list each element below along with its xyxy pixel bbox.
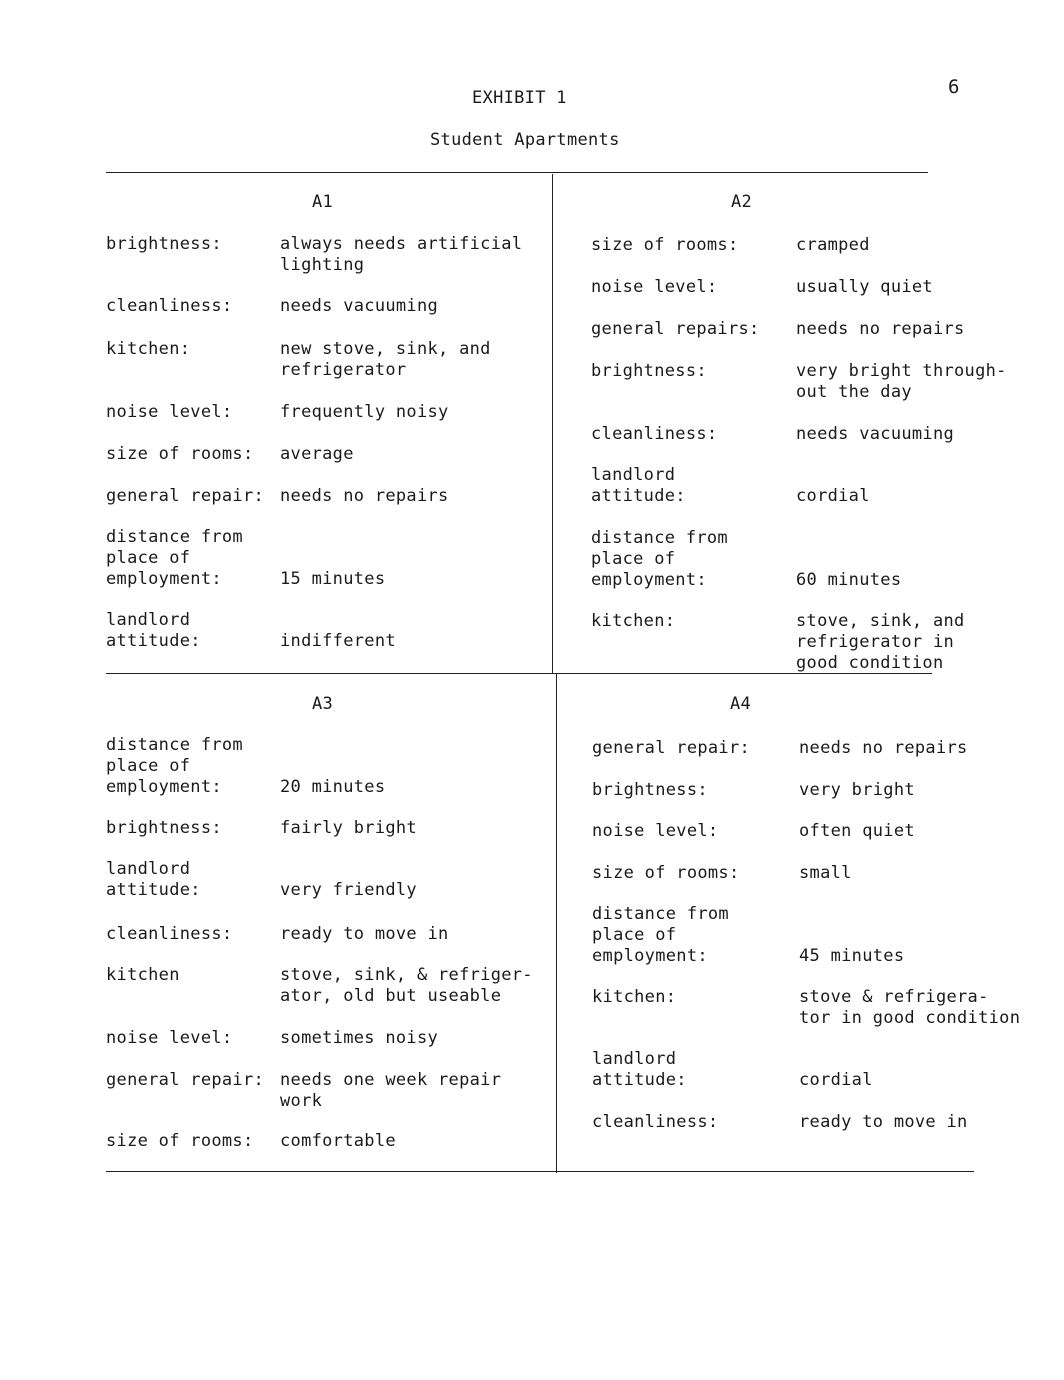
attribute-label: distance from place of employment: bbox=[106, 527, 243, 589]
apartment-title: A4 bbox=[730, 694, 752, 714]
attribute-label: landlord attitude: bbox=[106, 859, 201, 900]
attribute-label: cleanliness: bbox=[591, 424, 718, 444]
attribute-label: brightness: bbox=[106, 818, 222, 838]
attribute-label: general repairs: bbox=[591, 319, 760, 339]
attribute-label: noise level: bbox=[106, 402, 233, 422]
attribute-value: cordial bbox=[799, 1070, 873, 1090]
attribute-value: stove, sink, & refriger- ator, old but useable bbox=[280, 965, 533, 1006]
apartment-title: A1 bbox=[312, 192, 334, 212]
attribute-label: general repair: bbox=[106, 486, 265, 506]
attribute-value: needs no repairs bbox=[796, 319, 965, 339]
attribute-value: stove, sink, and refrigerator in good condition bbox=[796, 611, 965, 673]
attribute-label: cleanliness: bbox=[592, 1112, 719, 1132]
attribute-value: average bbox=[280, 444, 354, 464]
attribute-label: kitchen bbox=[106, 965, 180, 985]
attribute-label: brightness: bbox=[591, 361, 707, 381]
exhibit-title: EXHIBIT 1 bbox=[472, 88, 567, 108]
attribute-label: general repair: bbox=[592, 738, 751, 758]
center-divider-lower bbox=[556, 673, 557, 1173]
attribute-value: needs vacuuming bbox=[280, 296, 439, 316]
page-number: 6 bbox=[948, 76, 960, 98]
attribute-label: brightness: bbox=[106, 234, 222, 254]
attribute-label: noise level: bbox=[106, 1028, 233, 1048]
attribute-label: distance from place of employment: bbox=[591, 528, 728, 590]
attribute-label: kitchen: bbox=[592, 987, 677, 1007]
attribute-value: needs one week repair work bbox=[280, 1070, 502, 1111]
attribute-label: kitchen: bbox=[106, 339, 191, 359]
attribute-value: needs no repairs bbox=[280, 486, 449, 506]
attribute-value: usually quiet bbox=[796, 277, 933, 297]
attribute-label: landlord attitude: bbox=[106, 610, 201, 651]
attribute-label: cleanliness: bbox=[106, 924, 233, 944]
apartment-title: A3 bbox=[312, 694, 334, 714]
top-rule bbox=[106, 172, 928, 173]
center-divider-upper bbox=[552, 174, 553, 674]
attribute-value: sometimes noisy bbox=[280, 1028, 439, 1048]
attribute-label: noise level: bbox=[592, 821, 719, 841]
attribute-value: cramped bbox=[796, 235, 870, 255]
attribute-value: very bright bbox=[799, 780, 915, 800]
attribute-label: size of rooms: bbox=[106, 1131, 254, 1151]
bottom-rule bbox=[106, 1171, 974, 1172]
attribute-label: distance from place of employment: bbox=[106, 735, 243, 797]
attribute-value: always needs artificial lighting bbox=[280, 234, 523, 275]
attribute-label: size of rooms: bbox=[106, 444, 254, 464]
attribute-label: general repair: bbox=[106, 1070, 265, 1090]
attribute-label: noise level: bbox=[591, 277, 718, 297]
attribute-value: small bbox=[799, 863, 852, 883]
attribute-label: landlord attitude: bbox=[592, 1049, 687, 1090]
attribute-label: size of rooms: bbox=[591, 235, 739, 255]
attribute-value: 60 minutes bbox=[796, 570, 902, 590]
attribute-value: very friendly bbox=[280, 880, 417, 900]
attribute-label: distance from place of employment: bbox=[592, 904, 729, 966]
attribute-value: 45 minutes bbox=[799, 946, 905, 966]
attribute-value: 15 minutes bbox=[280, 569, 386, 589]
exhibit-subtitle: Student Apartments bbox=[430, 130, 620, 150]
attribute-value: often quiet bbox=[799, 821, 915, 841]
attribute-value: needs no repairs bbox=[799, 738, 968, 758]
attribute-value: frequently noisy bbox=[280, 402, 449, 422]
attribute-label: size of rooms: bbox=[592, 863, 740, 883]
attribute-value: 20 minutes bbox=[280, 777, 386, 797]
attribute-value: ready to move in bbox=[799, 1112, 968, 1132]
attribute-value: very bright through- out the day bbox=[796, 361, 1007, 402]
attribute-value: new stove, sink, and refrigerator bbox=[280, 339, 491, 380]
attribute-label: cleanliness: bbox=[106, 296, 233, 316]
attribute-label: landlord attitude: bbox=[591, 465, 686, 506]
attribute-value: indifferent bbox=[280, 631, 396, 651]
attribute-label: brightness: bbox=[592, 780, 708, 800]
attribute-value: fairly bright bbox=[280, 818, 417, 838]
attribute-label: kitchen: bbox=[591, 611, 676, 631]
attribute-value: stove & refrigera- tor in good condition bbox=[799, 987, 1021, 1028]
apartment-title: A2 bbox=[731, 192, 753, 212]
attribute-value: cordial bbox=[796, 486, 870, 506]
attribute-value: needs vacuuming bbox=[796, 424, 955, 444]
attribute-value: ready to move in bbox=[280, 924, 449, 944]
attribute-value: comfortable bbox=[280, 1131, 396, 1151]
